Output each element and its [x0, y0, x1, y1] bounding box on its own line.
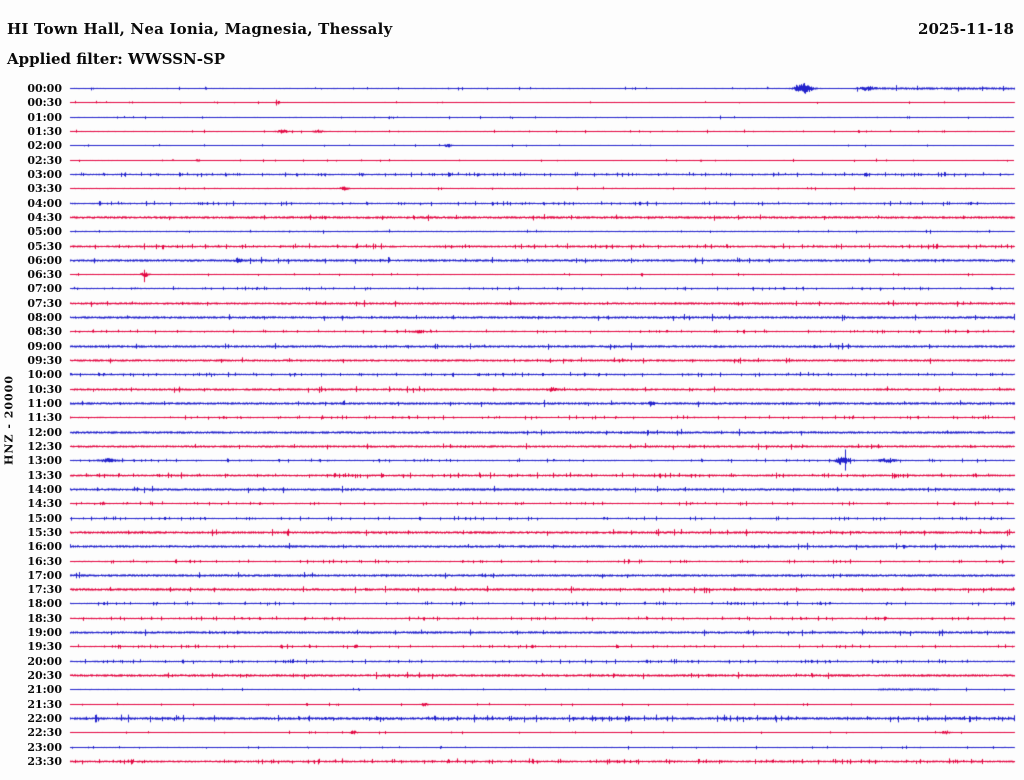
row-time-label: 05:30: [27, 239, 62, 253]
row-time-label: 07:00: [27, 281, 62, 295]
row-time-label: 17:30: [27, 582, 62, 596]
row-time-label: 11:30: [27, 410, 62, 424]
row-time-label: 19:30: [27, 639, 62, 653]
row-time-label: 14:30: [27, 496, 62, 510]
row-time-label: 09:30: [27, 353, 62, 367]
row-time-label: 23:00: [27, 740, 62, 754]
row-time-label: 20:00: [27, 654, 62, 668]
applied-filter-label: Applied filter: WWSSN-SP: [7, 50, 226, 68]
row-time-label: 20:30: [27, 668, 62, 682]
row-time-label: 10:00: [27, 367, 62, 381]
row-time-label: 17:00: [27, 568, 62, 582]
row-time-label: 08:00: [27, 310, 62, 324]
row-time-label: 13:00: [27, 453, 62, 467]
record-date: 2025-11-18: [918, 20, 1014, 38]
row-time-label: 09:00: [27, 339, 62, 353]
row-time-label: 16:00: [27, 539, 62, 553]
row-time-label: 02:00: [27, 138, 62, 152]
row-time-label: 00:00: [27, 81, 62, 95]
channel-scale-label: HNZ - 20000: [2, 375, 16, 465]
row-time-label: 06:00: [27, 253, 62, 267]
row-time-label: 05:00: [27, 224, 62, 238]
row-time-label: 19:00: [27, 625, 62, 639]
row-time-label: 10:30: [27, 382, 62, 396]
row-time-label: 21:30: [27, 697, 62, 711]
row-time-label: 18:30: [27, 611, 62, 625]
row-time-label: 23:30: [27, 754, 62, 768]
row-time-label: 03:00: [27, 167, 62, 181]
row-time-label: 12:00: [27, 425, 62, 439]
row-time-label: 01:30: [27, 124, 62, 138]
row-time-label: 18:00: [27, 596, 62, 610]
row-time-label: 00:30: [27, 95, 62, 109]
row-time-label: 08:30: [27, 324, 62, 338]
row-time-label: 14:00: [27, 482, 62, 496]
row-time-label: 22:30: [27, 725, 62, 739]
row-time-label: 16:30: [27, 554, 62, 568]
row-time-label: 21:00: [27, 682, 62, 696]
row-time-label: 22:00: [27, 711, 62, 725]
row-time-label: 11:00: [27, 396, 62, 410]
row-time-label: 15:30: [27, 525, 62, 539]
row-time-label: 12:30: [27, 439, 62, 453]
row-time-label: 03:30: [27, 181, 62, 195]
row-time-label: 13:30: [27, 468, 62, 482]
row-time-label: 07:30: [27, 296, 62, 310]
row-time-label: 02:30: [27, 153, 62, 167]
row-time-label: 01:00: [27, 110, 62, 124]
row-time-label: 04:00: [27, 196, 62, 210]
station-title: HI Town Hall, Nea Ionia, Magnesia, Thessaly: [7, 20, 393, 38]
row-time-label: 06:30: [27, 267, 62, 281]
row-time-label: 04:30: [27, 210, 62, 224]
row-time-label: 15:00: [27, 511, 62, 525]
